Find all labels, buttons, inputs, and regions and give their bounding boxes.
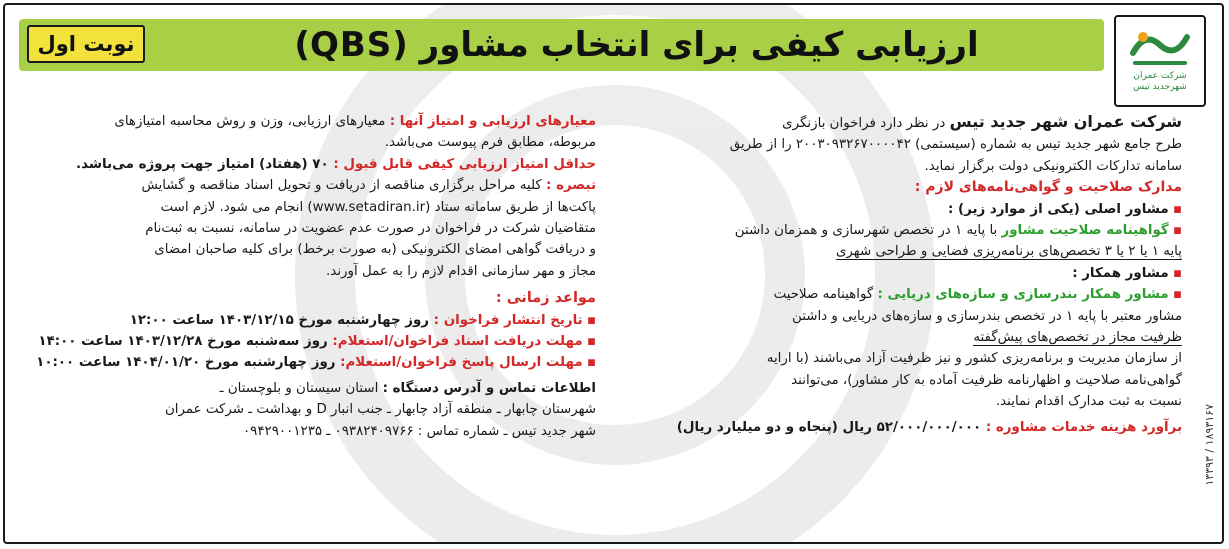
marine-text-2: مشاور معتبر با پایه ۱ در تخصص بندرسازی و سازه‌های دریایی و داشتن xyxy=(792,308,1182,324)
assoc-consultant xyxy=(610,263,1182,284)
bullet-icon: ▪ xyxy=(586,334,596,350)
schedule-receive xyxy=(21,331,596,352)
min-score-text: ۷۰ (هفتاد) امتیاز جهت پروژه می‌باشد. xyxy=(76,156,334,172)
marine-text-3: ظرفیت مجاز در تخصص‌های پیش‌گفته xyxy=(973,330,1182,346)
bullet-icon: ▪ xyxy=(1172,223,1182,239)
contact-text-1: استان سیستان و بلوچستان ـ xyxy=(219,380,383,396)
estimate-paragraph xyxy=(610,417,1182,438)
note-paragraph xyxy=(21,175,596,282)
bullet-icon: ▪ xyxy=(586,355,596,371)
marine-paragraph xyxy=(610,284,1182,348)
schedule-heading-text: مواعد زمانی : xyxy=(495,290,596,307)
note-text-5: مجاز و مهر سازمانی اقدام لازم را به عمل آورند. xyxy=(326,263,596,279)
criteria-label: معیارهای ارزیابی و امتیاز آنها : xyxy=(389,114,596,129)
note-text-1: کلیه مراحل برگزاری مناقصه از دریافت و تحویل اسناد مناقصه و گشایش xyxy=(141,178,547,194)
org-paragraph xyxy=(610,348,1182,412)
estimate-label: برآورد هزینه خدمات مشاوره : xyxy=(985,419,1182,435)
min-score-paragraph xyxy=(21,154,596,175)
marine-text: گواهینامه صلاحیت xyxy=(773,287,878,303)
side-code-text: ۱۸۹۳۱۶۷ / ۱۳۳۹۳ xyxy=(1202,404,1216,486)
publish-text: روز چهارشنبه مورخ ۱۴۰۳/۱۲/۱۵ ساعت ۱۲:۰۰ xyxy=(129,312,434,328)
org-text-1: از سازمان مدیریت و برنامه‌ریزی کشور و نیز ظرفیت آزاد می‌باشند (با ارایه xyxy=(766,351,1182,367)
min-score-label: حداقل امتیاز ارزیابی کیفی قابل قبول : xyxy=(333,156,596,172)
bullet-icon: ▪ xyxy=(1172,265,1182,281)
logo-wave-icon xyxy=(1125,23,1195,71)
cert-paragraph xyxy=(610,220,1182,263)
intro-text-2: طرح جامع شهر جدید تیس به شماره (سیستمی) ۲۰۰۳۰۹۳۲۶۷۰۰۰۰۴۲ را از طریق xyxy=(729,137,1182,153)
contact-text-3: شهر جدید تیس ـ شماره تماس : ۰۹۳۸۲۴۰۹۷۶۶ ـ ۰۹۴۲۹۰۰۱۲۳۵ xyxy=(242,423,596,439)
main-consultant-text: مشاور اصلی (یکی از موارد زیر) : xyxy=(947,201,1169,217)
page-title: ارزیابی کیفی برای انتخاب مشاور (QBS) xyxy=(294,25,979,65)
note-text-3: متقاضیان شرکت در فراخوان در صورت عدم عضویت در سامانه، نسبت به ثبت‌نام xyxy=(145,221,596,237)
marine-label: مشاور همکار بندرسازی و سازه‌های دریایی : xyxy=(877,287,1169,303)
estimate-value: ۵۲/۰۰۰/۰۰۰/۰۰۰ ریال (پنجاه و دو میلیارد ریال) xyxy=(676,419,986,435)
note-label: تبصره : xyxy=(546,178,596,194)
schedule-heading xyxy=(21,288,596,309)
org-text-2: گواهی‌نامه صلاحیت و اظهارنامه ظرفیت آماده به کار مشاور)، می‌توانند xyxy=(791,372,1182,388)
cert-text-2: پایه ۱ یا ۲ یا ۳ تخصص‌های برنامه‌ریزی فضایی و طراحی شهری xyxy=(835,244,1182,260)
side-code xyxy=(1198,355,1220,535)
title-banner xyxy=(19,19,1104,71)
company-name: شرکت عمران شهر جدید تیس xyxy=(949,112,1182,131)
note-text-2: پاکت‌ها از طریق سامانه ستاد (www.setadiran.ir) انجام می شود. لازم است xyxy=(160,199,596,215)
logo-caption-2: شهرجدید تیس xyxy=(1133,82,1187,92)
main-consultant xyxy=(610,199,1182,220)
assoc-consultant-text: مشاور همکار : xyxy=(1072,265,1169,281)
round-badge: نوبت اول xyxy=(27,25,145,63)
contact-label: اطلاعات تماس و آدرس دستگاه : xyxy=(382,380,596,396)
intro-text-1: در نظر دارد فراخوان بازنگری xyxy=(782,116,950,131)
criteria-text-1: معیارهای ارزیابی، وزن و روش محاسبه امتیازهای xyxy=(114,114,390,129)
bullet-icon: ▪ xyxy=(1172,287,1182,303)
receive-label: مهلت دریافت اسناد فراخوان/استعلام: xyxy=(332,334,583,350)
schedule-publish xyxy=(21,310,596,331)
org-text-3: نسبت به ثبت مدارک اقدام نمایند. xyxy=(995,394,1182,410)
criteria-text-2: مربوطه، مطابق فرم پیوست می‌باشد. xyxy=(384,135,596,151)
note-text-4: و دریافت گواهی امضای الکترونیکی (به صورت برخط) برای کلیه صاحبان امضای xyxy=(154,242,596,258)
publish-label: تاریخ انتشار فراخوان : xyxy=(433,312,583,328)
company-logo xyxy=(1114,15,1206,107)
submit-label: مهلت ارسال پاسخ فراخوان/استعلام: xyxy=(340,355,583,371)
bullet-icon: ▪ xyxy=(586,312,596,328)
logo-caption-1: شرکت عمران xyxy=(1133,71,1187,81)
submit-text: روز چهارشنبه مورخ ۱۴۰۴/۰۱/۲۰ ساعت ۱۰:۰۰ xyxy=(36,355,341,371)
contact-text-2: شهرستان چابهار ـ منطقه آزاد چابهار ـ جنب انبار D و بهداشت ـ شرکت عمران xyxy=(164,402,596,418)
schedule-submit xyxy=(21,352,596,373)
cert-text-1: با پایه ۱ در تخصص شهرسازی و همزمان داشتن xyxy=(734,223,1002,239)
cert-label: گواهینامه صلاحیت مشاور xyxy=(1001,223,1169,239)
advertisement-frame xyxy=(3,3,1224,544)
left-column xyxy=(21,111,596,442)
criteria-paragraph xyxy=(21,111,596,154)
docs-heading xyxy=(610,177,1182,198)
contact-paragraph xyxy=(21,378,596,442)
receive-text: روز سه‌شنبه مورخ ۱۴۰۳/۱۲/۲۸ ساعت ۱۴:۰۰ xyxy=(38,334,333,350)
intro-paragraph xyxy=(610,111,1182,177)
bullet-icon: ▪ xyxy=(1172,201,1182,217)
docs-heading-text: مدارک صلاحیت و گواهی‌نامه‌های لازم : xyxy=(914,179,1182,196)
intro-text-3: سامانه تدارکات الکترونیکی دولت برگزار نماید. xyxy=(924,158,1182,174)
right-column xyxy=(610,111,1182,438)
